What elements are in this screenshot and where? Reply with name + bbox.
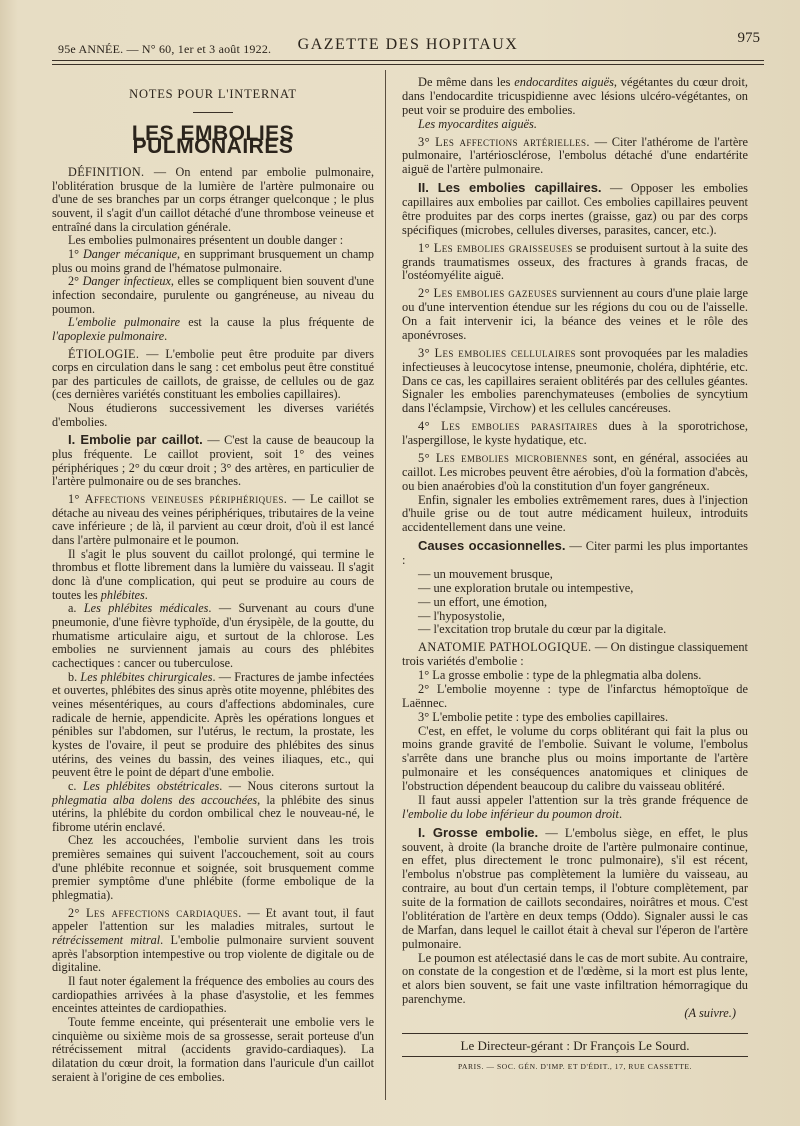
obstetric-phlebitis: c. Les phlébites obstétricales. — Nous citerons surtout la phlegmatia alba dolens des accouchées, la phlébite des sinus utérins, la phlébite du cordon ombilical chez le nouveau-né, le fibrome utérin enclavé. [52, 778, 374, 834]
myocarditis-line: Les myocardites aiguës. [418, 116, 537, 131]
danger-mechanical: 1° Danger mécanique, en supprimant brusquement un champ plus ou moins grand de l'hématose pulmonaire. [52, 246, 374, 275]
variety-item: 2° L'embolie moyenne : type de l'infarctus hémoptoïque de Laënnec. [402, 681, 748, 710]
etiology-paragraph: ÉTIOLOGIE. — L'embolie peut être produite par divers corps en circulation dans le sang : cet embolus peut être constitué par des particules de caillots, de graisse, de cellules ou de gaz (ces dernières variétés constituant les embolies capillaires). [52, 346, 374, 402]
gas-embolism: 2° Les embolies gazeuses surviennent au cours d'une plaie large ou d'une intervention étendue sur les régions du cou ou de l'aisselle. On a fait intervenir ici, la béance des veines et le rôle des aponévroses. [402, 286, 748, 342]
page-number: 975 [737, 30, 760, 46]
section-capillary-embolism: II. Les embolies capillaires. — Opposer les embolies capillaires aux embolies par caillot. Ces embolies capillaires peuvent être produites par des corps inertes (graisse, gaz) ou par des corps spécifiques (microbes, cellules diverses, parasites, cancer, etc.). [402, 180, 749, 237]
director-line: Le Directeur-gérant : Dr François Le Sourd. [460, 1037, 690, 1053]
postpartum-paragraph: Chez les accouchées, l'embolie survient dans les trois premières semaines qui suivent l'accouchement, soit au cours d'une phlébite reconnue et soignée, soit brusquement comme premier symptôme d'une phlébite (forme embolique de la phlegmatia). [52, 833, 374, 903]
etiology-label: ÉTIOLOGIE. [68, 346, 140, 361]
venous-affections: 1° Affections veineuses périphériques. — Le caillot se détache au niveau des veines périphériques, tributaires de la veine cave inférieure ; de là, il parvient au cœur droit, d'où il est lancé dans l'artère pulmonaire et le poumon. [52, 492, 375, 548]
to-be-continued: (A suivre.) [684, 1006, 736, 1020]
microbial-embolism: 5° Les embolies microbiennes sont, en général, associées au caillot. Les microbes peuvent être aérobies, d'où la formation d'abcès, ou bien anaérobies d'où la constitution d'un foyer gangréneux. [402, 450, 748, 493]
large-embolism: I. Grosse embolie. — L'embolus siège, en effet, le plus souvent, à droite (la branche droite de l'artère pulmonaire continue, en effet, plus directement le tronc pulmonaire), s'il est récent, l'embolus n'obstrue pas complètement la lumière du vaisseau, au contraire, au bout d'un certain temps, il l'obture complètement, par suite de la formation de caillots secondaires, noirâtres et mous. C'est l'oblitération de l'artère en deux temps (Oddo). Signaler aussi le cas de Marfan, dans lequel le caillot était à cheval sur l'éperon de l'artère pulmonaire. [402, 824, 748, 951]
running-header [52, 30, 764, 61]
causes-list [402, 568, 748, 637]
cardiac-affections: 2° Les affections cardiaques. — Et avant tout, il faut appeler l'attention sur les maladies mitrales, surtout le rétrécissement mitral. L'embolie pulmonaire survient souvent après l'absorption intempestive ou trop violente de digitale ou de digitaline. [52, 905, 374, 975]
surgical-phlebitis: b. Les phlébites chirurgicales. — Fractures de jambe infectées et ouvertes, phlébites des sinus après otite moyenne, phlébites des veines mésentériques, au cours d'affections abdominales, cure radicale de hernie, appendicite. Après les opérations longues et pénibles sur l'abdomen, sur l'utérus, le rectum, la prostate, les kystes de l'ovaire, il peut se produire des phlébites des sinus utérins, des veines du bassin, des veines iliaques, etc., qui peuvent être le point de départ d'une embolie. [52, 669, 374, 780]
section-heading: I. Embolie par caillot. [68, 432, 203, 448]
lung-paragraph: Le poumon est atélectasié dans le cas de mort subite. Au contraire, on constate de la congestion et de l'œdème, si la mort est plus lente, et alors bien souvent, se fait une vaste infiltration hémorragique du parenchyme. [402, 950, 748, 1007]
arterial-affections: 3° Les affections artérielles. — Citer l'athérome de l'artère pulmonaire, l'artériosclérose, l'embolus détaché d'une endartérite aiguë de l'artère pulmonaire. [402, 134, 748, 177]
occasional-causes: Causes occasionnelles. — Citer parmi les plus importantes : [402, 538, 749, 567]
section-kicker: NOTES POUR L'INTERNAT [129, 87, 297, 101]
footer-rule [402, 1033, 748, 1034]
double-danger-line: Les embolies pulmonaires présentent un double danger : [68, 233, 344, 248]
lower-lobe-paragraph: Il faut aussi appeler l'attention sur la très grande fréquence de l'embolie du lobe inférieur du poumon droit. [402, 792, 748, 821]
column-divider [385, 70, 386, 1100]
variety-item: 1° La grosse embolie : type de la phlegmatia alba dolens. [418, 668, 702, 682]
left-column [52, 76, 374, 1084]
volume-paragraph: C'est, en effet, le volume du corps oblitérant qui fait la plus ou moins grande gravité de l'embolie. Suivant le volume, l'embolus s'arrête dans une branche plus ou moins importante de l'artère pulmonaire et les conséquences anatomiques et cliniques de l'obstruction dépendent beaucoup du calibre du vaisseau oblitéré. [402, 723, 748, 793]
etiology-continuation: Nous étudierons successivement les diverses variétés d'embolies. [52, 401, 374, 429]
cardiopathy-paragraph: Il faut noter également la fréquence des embolies au cours des cardiopathies arrivées à la phase d'asystolie, et les femmes enceintes atteintes de cardiopathies. [52, 974, 374, 1016]
cause-item: — un effort, une émotion, [418, 594, 548, 609]
cause-item: — l'hyposystolie, [418, 608, 505, 623]
article-title: LES EMBOLIES PULMONAIRES [131, 121, 295, 159]
cause-item: — une exploration brutale ou intempestive, [418, 580, 634, 595]
pathology-paragraph: ANATOMIE PATHOLOGIQUE. — On distingue classiquement trois variétés d'embolie : [402, 640, 748, 669]
apoplexy-line: L'embolie pulmonaire est la cause la plus fréquente de l'apoplexie pulmonaire. [52, 315, 374, 343]
section-clot-embolism: I. Embolie par caillot. — C'est la cause de beaucoup la plus fréquente. Le caillot provient, soit 1° des veines périphériques ; 2° du cœur droit ; 3° des artères, en particulier de l'artère pulmonaire ou de ses branches. [52, 432, 374, 489]
rare-embolism: Enfin, signaler les embolies extrêmement rares, dues à l'injection d'huile grise ou de tout autre médicament huileux, introduits accidentellement dans une veine. [402, 492, 748, 535]
section-heading: Causes occasionnelles. [418, 538, 566, 554]
header-rule [52, 64, 764, 65]
cause-item: — un mouvement brusque, [418, 566, 553, 581]
parasitic-embolism: 4° Les embolies parasitaires dues à la sporotrichose, l'aspergillose, le kyste hydatique, etc. [402, 419, 748, 447]
definition-label: DÉFINITION. [68, 164, 145, 179]
medical-phlebitis: a. Les phlébites médicales. — Survenant au cours d'une pneumonie, d'une fièvre typhoïde, d'un érysipèle, de la goutte, du rhumatisme articulaire aigu, et surtout de la chlorose. Les embolies ne surviennent jamais au cours des phlébites cachectiques : cancer ou tuberculose. [52, 601, 374, 670]
pregnancy-paragraph: Toute femme enceinte, qui présenterait une embolie vers le cinquième ou sixième mois de sa grossesse, serait porteuse d'un rétrécissement mitral (accidents gravido-cardiaques). La dilatation du cœur droit, la formation dans l'auricule d'un caillot seraient à l'origine de ces embolies. [52, 1015, 374, 1084]
section-heading: I. Grosse embolie. [418, 824, 539, 840]
printer-line: PARIS. — SOC. GÉN. D'IMP. ET D'ÉDIT., 17, RUE CASSETTE. [402, 1056, 748, 1074]
cell-embolism: 3° Les embolies cellulaires sont provoquées par les maladies infectieuses à leucocytose intense, pneumonie, choléra, diphtérie, etc. Dans ce cas, les capillaires seraient oblitérés par des cellules géantes. Signaler les embolies parenchymateuses (embolies de syncytium dans l'éclampsie, Virchow) et les cellules cancéreuses. [402, 345, 748, 416]
kicker-rule [193, 112, 233, 113]
journal-title: GAZETTE DES HOPITAUX [297, 36, 519, 53]
cause-item: — l'excitation trop brutale du cœur par la digitale. [418, 622, 667, 637]
danger-infectious: 2° Danger infectieux, elles se compliquent bien souvent d'une infection secondaire, purulente ou gangréneuse, au niveau du poumon. [52, 274, 375, 316]
fat-embolism: 1° Les embolies graisseuses se produisent surtout à la suite des grands traumatismes osseux, des fractures à grands fracas, de l'ostéomyélite aiguë. [402, 240, 748, 283]
definition-paragraph: DÉFINITION. — On entend par embolie pulmonaire, l'oblitération brusque de la lumière de l'artère pulmonaire ou d'une de ses branches par un corps étranger quelconque ; le plus souvent, il s'agit d'un caillot détaché d'une thrombose veineuse et entraîné dans la circulation générale. [52, 164, 374, 234]
right-column [402, 76, 748, 1074]
issue-line: 95e ANNÉE. — N° 60, 1er et 3 août 1922. [58, 42, 272, 56]
variety-item: 3° L'embolie petite : type des embolies capillaires. [418, 709, 669, 724]
section-heading: II. Les embolies capillaires. [418, 180, 602, 196]
venous-continuation: Il s'agit le plus souvent du caillot prolongé, qui termine le thrombus et flotte librement dans la lumière du vaisseau. Il s'agit donc là d'une complication, qui peut se produire au cours de toutes les phlébites. [52, 546, 374, 602]
endocarditis-paragraph: De même dans les endocardites aiguës, végétantes du cœur droit, dans l'endocardite tricuspidienne avec lésions ulcéro-végétantes, on peut voir se produire des embolies. [402, 75, 748, 117]
